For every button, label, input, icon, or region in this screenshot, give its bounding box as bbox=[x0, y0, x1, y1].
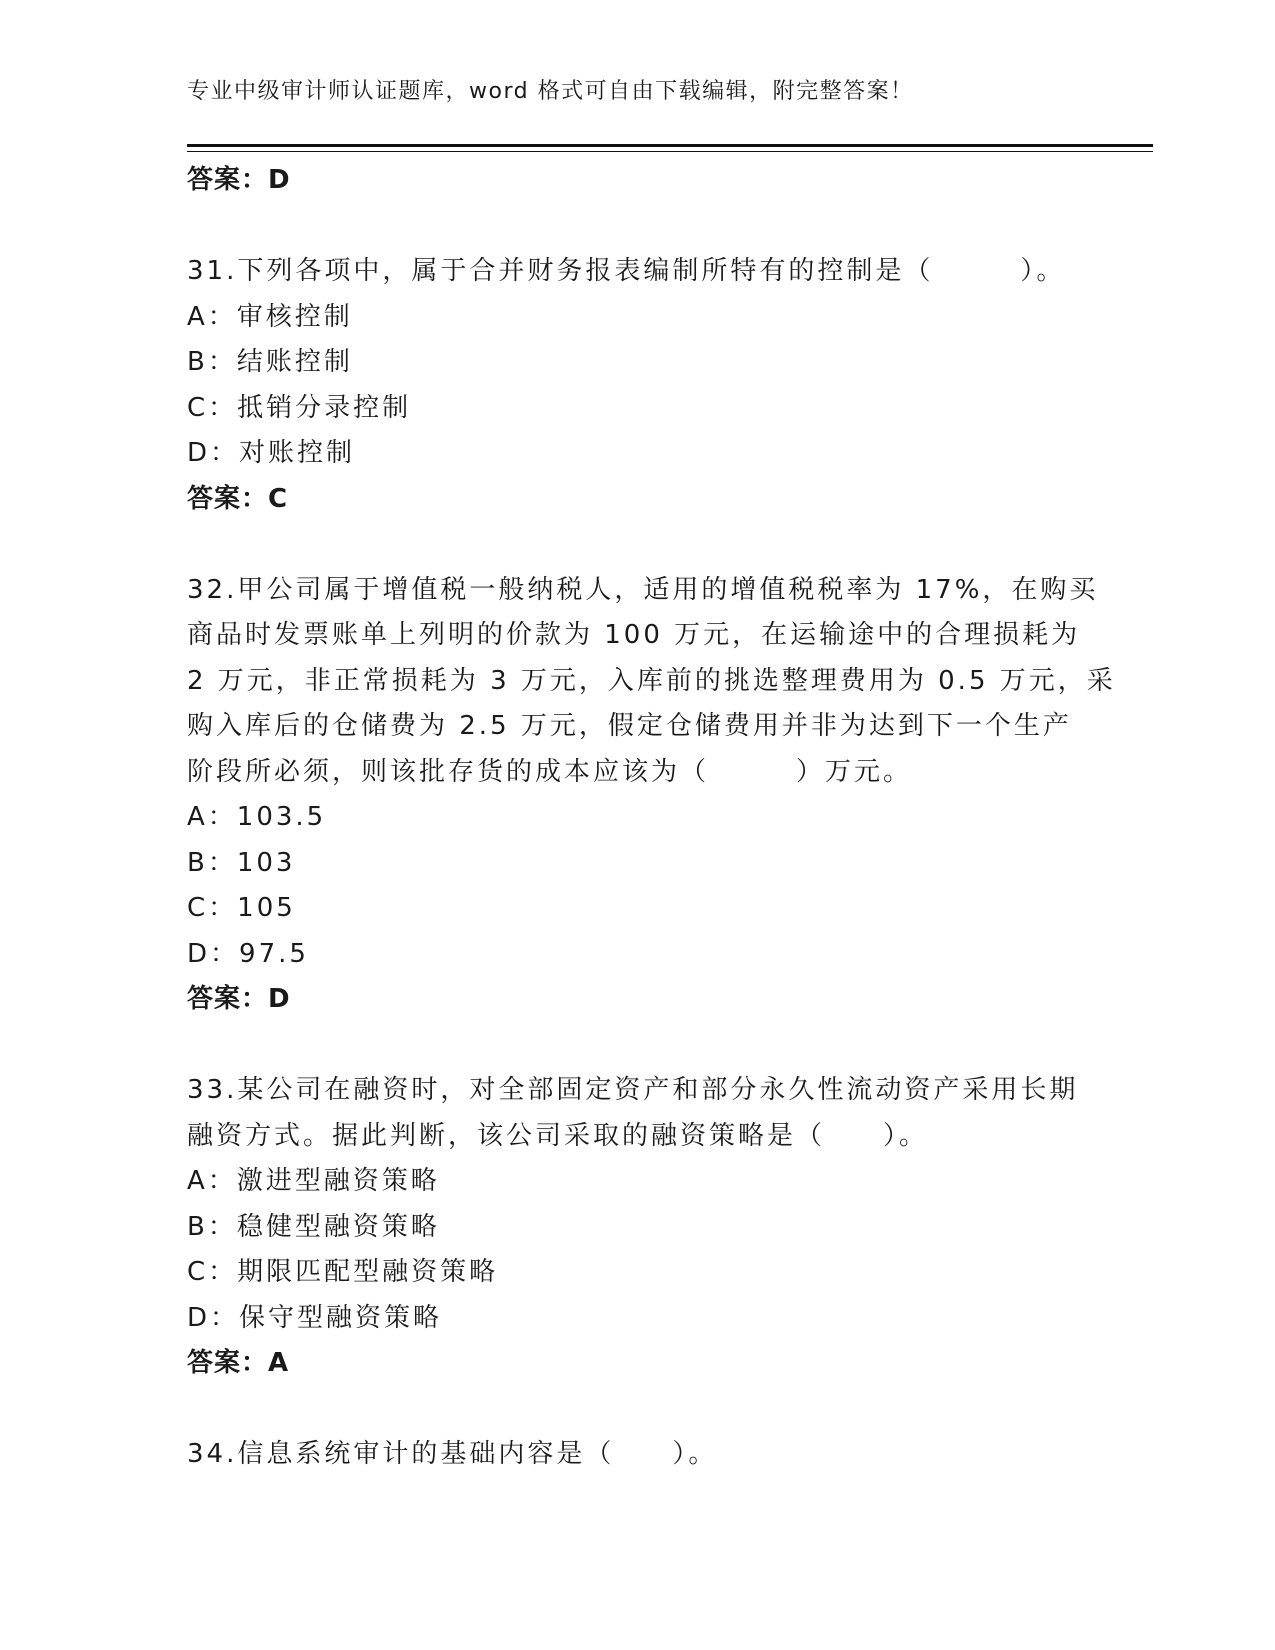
header-divider-thin bbox=[187, 151, 1153, 152]
question-stem-line: 融资方式。据此判断，该公司采取的融资策略是（ ）。 bbox=[187, 1120, 929, 1151]
question-stem-line: 33.某公司在融资时，对全部固定资产和部分永久性流动资产采用长期 bbox=[187, 1075, 1079, 1105]
option-b: B：103 bbox=[187, 847, 296, 878]
option-d: D：97.5 bbox=[187, 938, 309, 969]
option-a: A：103.5 bbox=[187, 802, 327, 832]
spacer bbox=[187, 1387, 1087, 1433]
question-31 bbox=[187, 249, 1087, 522]
option-d: D：对账控制 bbox=[187, 438, 356, 468]
question-stem-line: 购入库后的仓储费为 2.5 万元，假定仓储费用并非为达到下一个生产 bbox=[187, 711, 1072, 741]
question-stem-line: 商品时发票账单上列明的价款为 100 万元，在运输途中的合理损耗为 bbox=[187, 620, 1081, 650]
option-b: B：结账控制 bbox=[187, 347, 353, 377]
question-34 bbox=[187, 1432, 1087, 1478]
answer: 答案：C bbox=[187, 483, 289, 514]
previous-answer: 答案：D bbox=[187, 165, 291, 195]
answer: 答案：D bbox=[187, 984, 291, 1014]
option-c: C：抵销分录控制 bbox=[187, 392, 412, 423]
option-a: A：审核控制 bbox=[187, 301, 353, 332]
option-d: D：保守型融资策略 bbox=[187, 1302, 443, 1333]
question-stem-line: 31.下列各项中，属于合并财务报表编制所特有的控制是（ ）。 bbox=[187, 256, 1066, 286]
question-content bbox=[187, 158, 1116, 1478]
spacer bbox=[187, 1023, 1087, 1069]
option-a: A：激进型融资策略 bbox=[187, 1166, 440, 1196]
page-header-text: 专业中级审计师认证题库，word 格式可自由下载编辑，附完整答案！ bbox=[187, 79, 914, 104]
question-stem-line: 32.甲公司属于增值税一般纳税人，适用的增值税税率为 17%，在购买 bbox=[187, 574, 1099, 605]
question-33 bbox=[187, 1068, 1087, 1387]
spacer bbox=[187, 204, 1087, 250]
option-c: C：期限匹配型融资策略 bbox=[187, 1257, 499, 1287]
question-32 bbox=[187, 568, 1116, 1023]
spacer bbox=[187, 522, 1087, 568]
question-stem-line: 阶段所必须，则该批存货的成本应该为（ ）万元。 bbox=[187, 756, 913, 787]
header-divider-thick bbox=[187, 144, 1153, 147]
option-c: C：105 bbox=[187, 893, 296, 923]
question-stem-line: 34.信息系统审计的基础内容是（ ）。 bbox=[187, 1439, 718, 1469]
answer: 答案：A bbox=[187, 1348, 290, 1378]
question-stem-line: 2 万元，非正常损耗为 3 万元，入库前的挑选整理费用为 0.5 万元，采 bbox=[187, 665, 1116, 696]
option-b: B：稳健型融资策略 bbox=[187, 1211, 440, 1242]
